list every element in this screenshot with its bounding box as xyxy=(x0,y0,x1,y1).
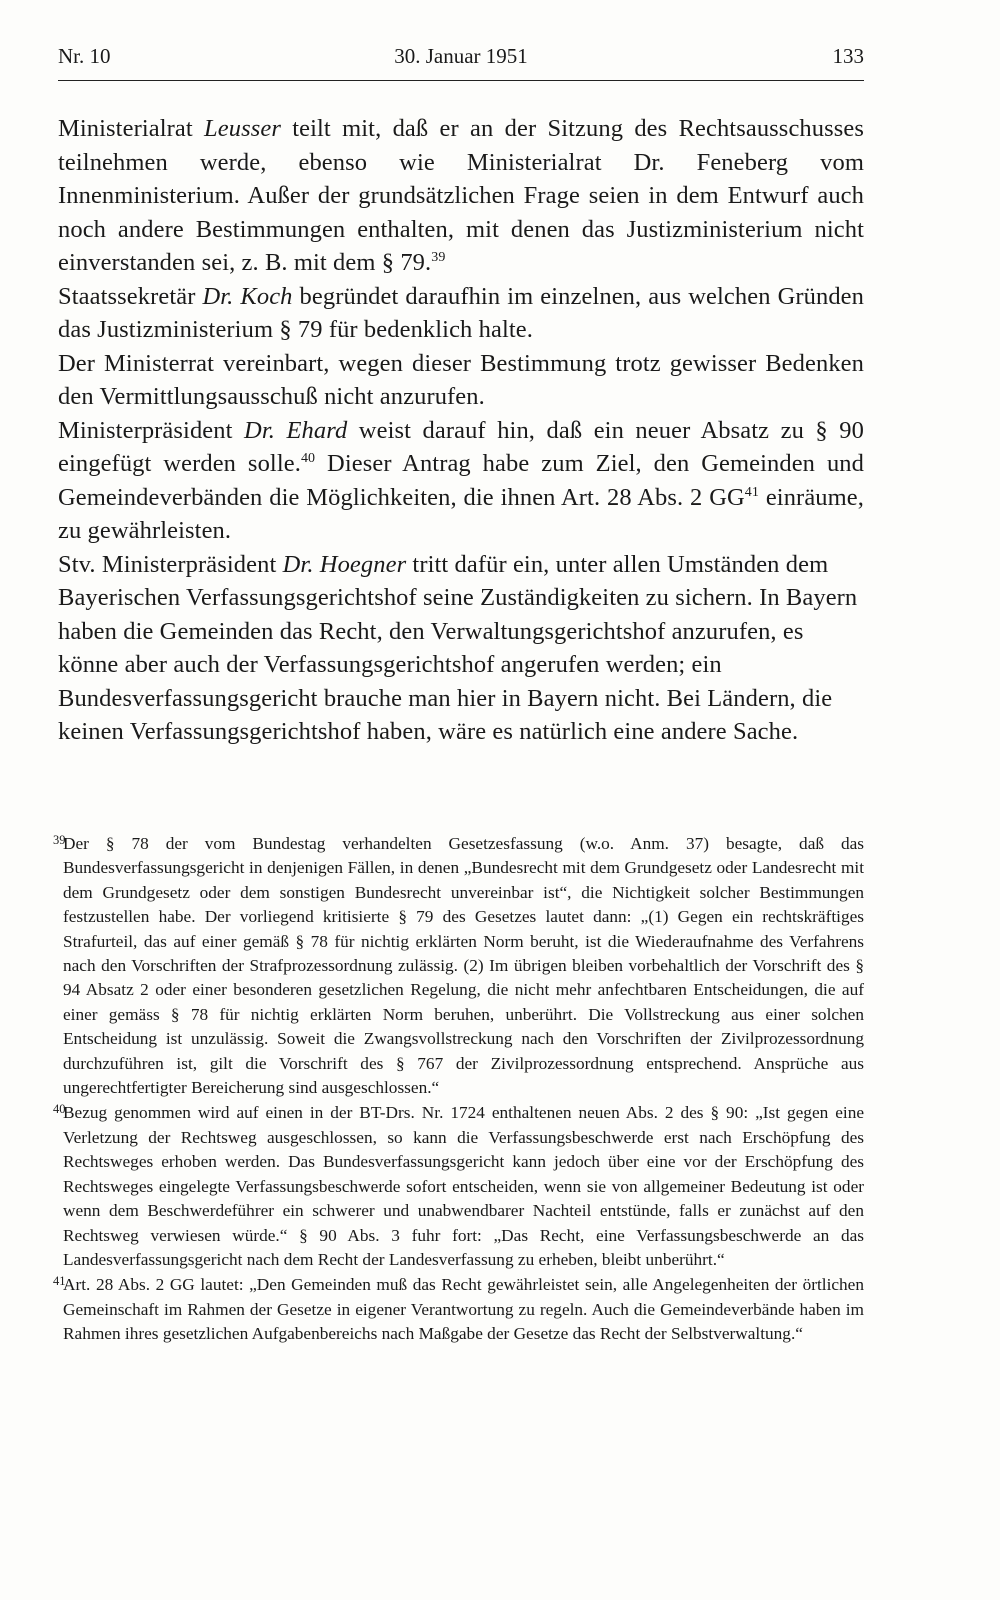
text-run: einräume, zu gewährleisten. xyxy=(58,483,864,544)
text-run: Staatssekretär xyxy=(58,282,203,310)
text-run: tritt dafür ein, unter allen Umständen dem Bayerischen Verfassungsgerichtshof seine Zuständigkeiten zu sichern. In Bayern haben die Gemeinden das Recht, den Verwaltungsgerichtshof anzurufen, es könne aber auch der Verfassungsgerichtshof angerufen werden; ein Bundesverfassungsgericht brauche man hier in Bayern nicht. Bei Ländern, die keinen Verfassungsgerichtshof haben, wäre es natürlich eine andere Sache. xyxy=(58,550,858,745)
text-run: Stv. Ministerpräsident xyxy=(58,550,283,578)
footnote-reference: 40 xyxy=(300,451,316,466)
speaker-name: Dr. Koch xyxy=(202,282,293,310)
speaker-name: Dr. Hoegner xyxy=(282,550,407,578)
issue-number: Nr. 10 xyxy=(58,44,111,68)
header-rule xyxy=(58,80,864,81)
footnote-text: Der § 78 der vom Bundestag verhandelten Gesetzesfassung (w.o. Anm. 37) besagte, daß das Bundesverfassungsgericht in denjenigen Fällen, in denen „Bundesrecht mit dem Grundgesetz oder Landesrecht mit dem Grundgesetz oder dem sonstigen Bundesrecht unvereinbar ist“, die Nichtigkeit solcher Bestimmungen festzustellen habe. Der vorliegend kritisierte § 79 des Gesetzes lautet dann: „(1) Gegen ein rechtskräftiges Strafurteil, das auf einer gemäß § 78 für nichtig erklärten Norm beruht, ist die Wiederaufnahme des Verfahrens nach den Vorschriften der Strafprozessordnung zulässig. (2) Im übrigen bleiben vorbehaltlich der Vorschrift des § 94 Absatz 2 oder einer besonderen gesetzlichen Regelung, die nicht mehr anfechtbaren Entscheidungen, die auf einer gemäss § 78 für nichtig erklärten Norm beruhen, unberührt. Die Vollstreckung aus einer solchen Entscheidung ist unzulässig. Soweit die Zwangsvollstreckung nach den Vorschriften der Zivilprozessordnung durchzuführen ist, gilt die Vorschrift des § 767 der Zivilprozessordnung entsprechend. Ansprüche aus ungerechtfertigter Bereicherung sind ausgeschlossen.“ xyxy=(63,834,864,1098)
text-run: begründet daraufhin im einzelnen, aus welchen Gründen das Justizministerium § 79 für bedenklich halte. xyxy=(58,282,864,343)
footnote xyxy=(53,832,864,1100)
text-run: Der Ministerrat vereinbart, wegen dieser Bestimmung trotz gewisser Bedenken den Vermittlungsausschuß nicht anzurufen. xyxy=(58,349,864,410)
footnote-reference: 39 xyxy=(431,250,446,265)
footnotes xyxy=(53,832,864,1348)
text-run: teilt mit, daß er an der Sitzung des Rechtsausschusses teilnehmen werde, ebenso wie Ministerialrat Dr. Feneberg vom Innenministerium. Außer der grundsätzlichen Frage seien in dem Entwurf auch noch andere Bestimmungen enthalten, mit denen das Justizministerium nicht einverstanden sei, z. B. mit dem § 79. xyxy=(58,115,864,276)
main-text xyxy=(58,112,864,749)
footnote-reference: 41 xyxy=(744,484,759,500)
speaker-name: Leusser xyxy=(204,115,281,142)
footnote-number: 39 xyxy=(53,833,66,847)
running-header xyxy=(58,44,864,74)
page-number: 133 xyxy=(832,44,864,68)
body-paragraph xyxy=(58,414,864,548)
speaker-name: Dr. Ehard xyxy=(244,416,348,444)
footnote-text: Art. 28 Abs. 2 GG lautet: „Den Gemeinden muß das Recht gewährleistet sein, alle Angelegenheiten der örtlichen Gemeinschaft im Rahmen der Gesetze in eigener Verantwortung zu regeln. Auch die Gemeindeverbände haben im Rahmen ihres gesetzlichen Aufgabenbereichs nach Maßgabe der Gesetze das Recht der Selbstverwaltung.“ xyxy=(63,1275,864,1344)
body-paragraph xyxy=(58,112,864,280)
document-page xyxy=(53,0,864,1600)
body-paragraph xyxy=(58,548,864,749)
text-run: Dieser Antrag habe zum Ziel, den Gemeinden und Gemeindeverbänden die Möglichkeiten, die ihnen Art. 28 Abs. 2 GG xyxy=(58,450,864,511)
footnote-number: 40 xyxy=(53,1102,66,1117)
footnote-number: 41 xyxy=(53,1274,66,1289)
footnote xyxy=(53,1273,864,1346)
body-paragraph xyxy=(58,347,864,414)
footnote-text: Bezug genommen wird auf einen in der BT-Drs. Nr. 1724 enthaltenen neuen Abs. 2 des § 90: „Ist gegen eine Verletzung der Rechtsweg ausgeschlossen, so kann die Verfassungsbeschwerde erst nach Erschöpfung des Rechtsweges erhoben werden. Das Bundesverfassungsgericht kann jedoch über eine vor der Erschöpfung des Rechtsweges eingelegte Verfassungsbeschwerde sofort entscheiden, wenn sie von allgemeiner Bedeutung ist oder wenn dem Beschwerdeführer ein schwerer und unabwendbarer Nachteil entstünde, falls er zunächst auf den Rechtsweg verwiesen würde.“ § 90 Abs. 3 fuhr fort: „Das Recht, eine Verfassungsbeschwerde an das Landesverfassungsgericht nach dem Recht der Landesverfassung zu erheben, bleibt unberührt.“ xyxy=(63,1103,864,1269)
text-run: Ministerpräsident xyxy=(58,416,245,444)
header-date: 30. Januar 1951 xyxy=(394,44,528,68)
text-run: Ministerialrat xyxy=(58,115,205,142)
body-paragraph xyxy=(58,280,864,347)
text-run: weist darauf hin, daß ein neuer Absatz zu § 90 eingefügt werden solle. xyxy=(58,416,864,477)
footnote xyxy=(53,1101,864,1272)
